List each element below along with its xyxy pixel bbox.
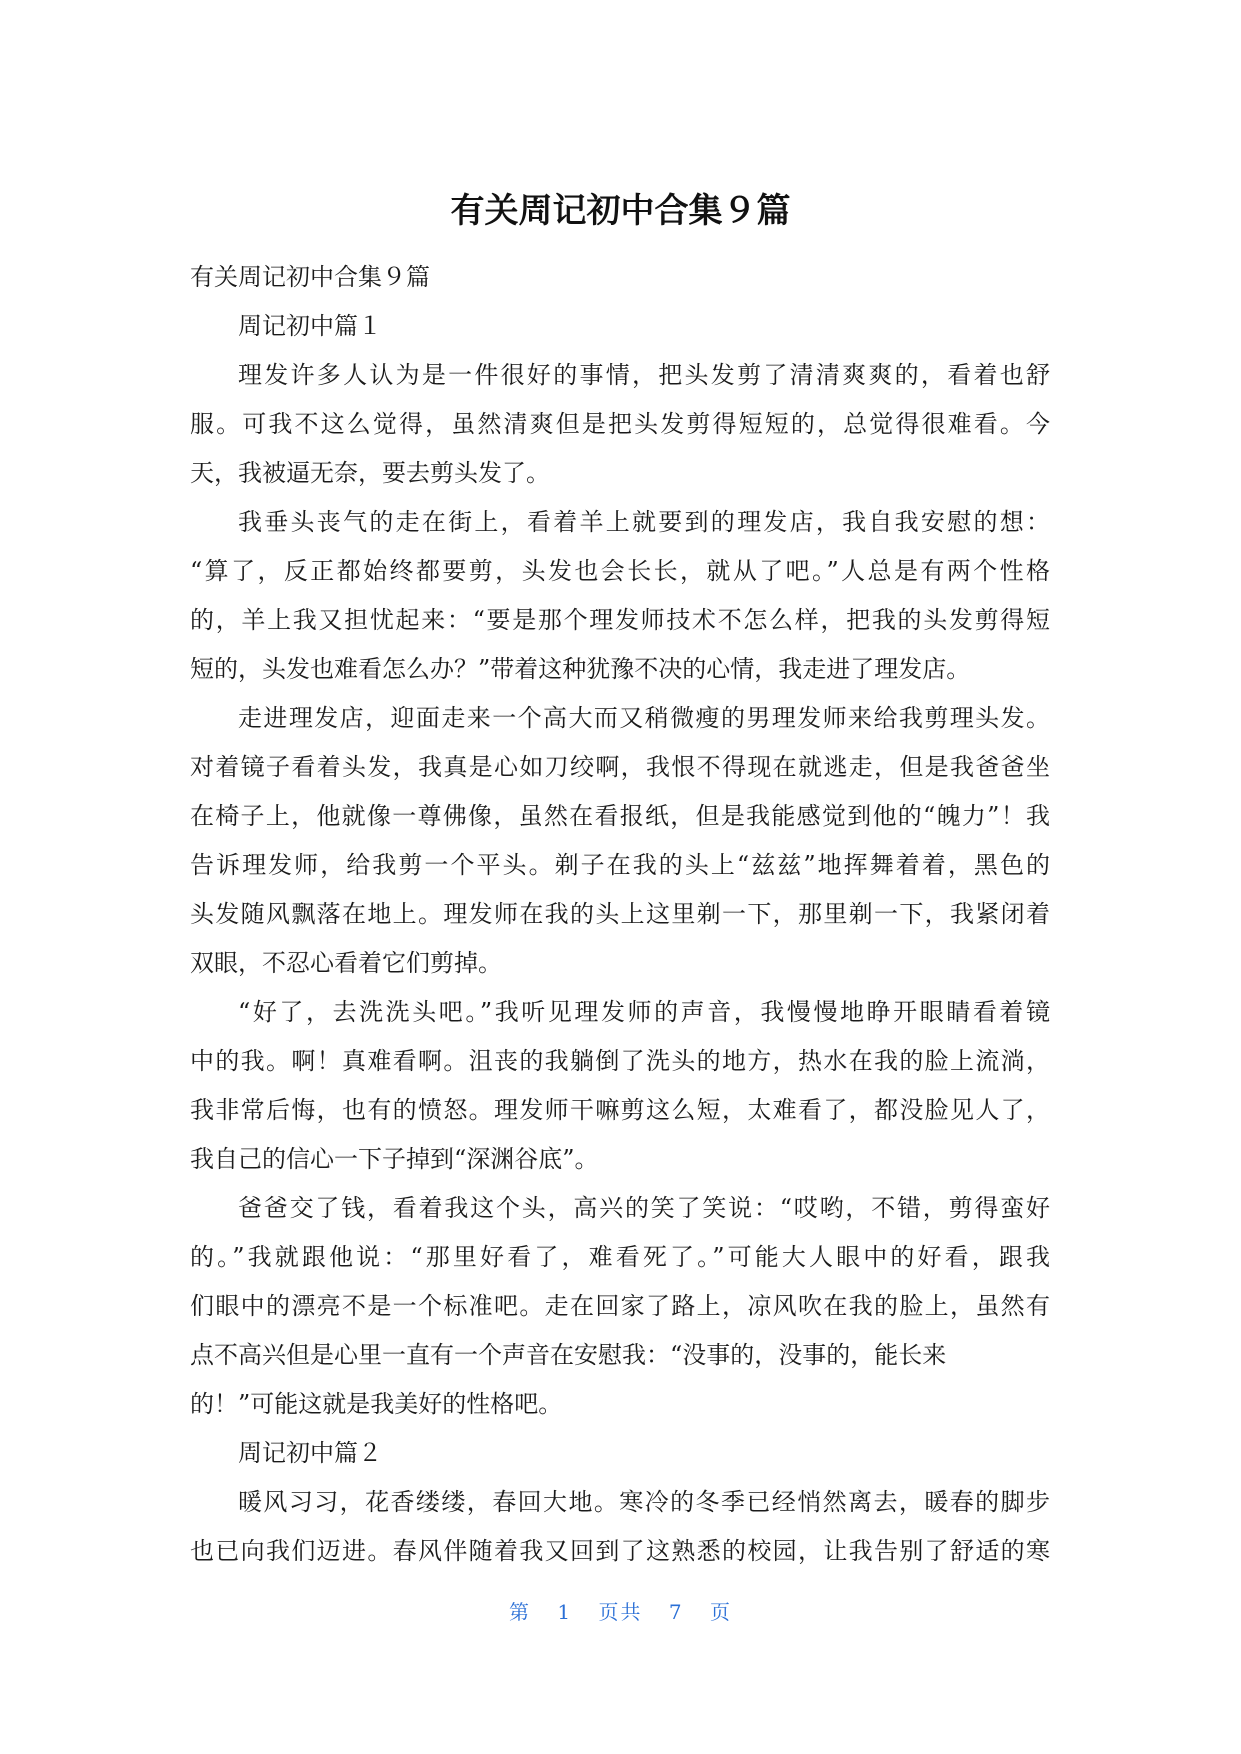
text-line: 走进理发店，迎面走来一个高大而又稍微瘦的男理发师来给我剪理头发。 [238,704,1050,732]
page-footer [0,1596,1241,1625]
text-line: 也已向我们迈进。春风伴随着我又回到了这熟悉的校园，让我告别了舒适的寒 [190,1537,1050,1565]
text-line: 双眼，不忍心看着它们剪掉。 [190,949,502,977]
footer-suffix: 页 [709,1600,732,1624]
text-line: 我垂头丧气的走在街上，看着羊上就要到的理发店，我自我安慰的想： [238,508,1050,536]
text-line: 的！”可能这就是我美好的性格吧。 [190,1390,563,1418]
page-title: 有关周记初中合集９篇 [450,191,791,231]
section-heading: 有关周记初中合集９篇 [190,263,430,291]
text-line: 服。可我不这么觉得，虽然清爽但是把头发剪得短短的，总觉得很难看。今 [190,410,1050,438]
text-line: 天，我被逼无奈，要去剪头发了。 [190,459,550,487]
footer-middle: 页共 [598,1600,643,1624]
text-line: 暖风习习，花香缕缕，春回大地。寒冷的冬季已经悄然离去，暖春的脚步 [238,1488,1050,1516]
footer-current-page: 1 [557,1600,573,1624]
footer-prefix: 第 [509,1600,532,1624]
text-line: 的，羊上我又担忧起来：“要是那个理发师技术不怎么样，把我的头发剪得短 [190,606,1050,634]
section-heading: 周记初中篇２ [238,1439,382,1467]
text-line: 对着镜子看着头发，我真是心如刀绞啊，我恨不得现在就逃走，但是我爸爸坐 [190,753,1050,781]
section-heading: 周记初中篇１ [238,312,382,340]
document-body [190,253,1050,1576]
text-line: 在椅子上，他就像一尊佛像，虽然在看报纸，但是我能感觉到他的“魄力”！我 [190,802,1050,830]
text-line: 告诉理发师，给我剪一个平头。剃子在我的头上“兹兹”地挥舞着着，黑色的 [190,851,1050,879]
text-line: 头发随风飘落在地上。理发师在我的头上这里剃一下，那里剃一下，我紧闭着 [190,900,1050,928]
text-line: 我非常后悔，也有的愤怒。理发师干嘛剪这么短，太难看了，都没脸见人了， [190,1096,1050,1124]
text-line: 的。”我就跟他说：“那里好看了，难看死了。”可能大人眼中的好看，跟我 [190,1243,1050,1271]
text-line: 们眼中的漂亮不是一个标准吧。走在回家了路上，凉风吹在我的脸上，虽然有 [190,1292,1050,1320]
text-line: “好了，去洗洗头吧。”我听见理发师的声音，我慢慢地睁开眼睛看着镜 [238,998,1050,1026]
text-line: 爸爸交了钱，看着我这个头，高兴的笑了笑说：“哎哟，不错，剪得蛮好 [238,1194,1050,1222]
text-line: 点不高兴但是心里一直有一个声音在安慰我：“没事的，没事的，能长来 [190,1341,947,1369]
text-line: 短的，头发也难看怎么办？”带着这种犹豫不决的心情，我走进了理发店。 [190,655,971,683]
text-line: 我自己的信心一下子掉到“深渊谷底”。 [190,1145,599,1173]
text-line: “算了，反正都始终都要剪，头发也会长长，就从了吧。”人总是有两个性格 [190,557,1050,585]
footer-total-pages: 7 [668,1600,684,1624]
text-line: 理发许多人认为是一件很好的事情，把头发剪了清清爽爽的，看着也舒 [238,361,1050,389]
text-line: 中的我。啊！真难看啊。沮丧的我躺倒了洗头的地方，热水在我的脸上流淌， [190,1047,1050,1075]
